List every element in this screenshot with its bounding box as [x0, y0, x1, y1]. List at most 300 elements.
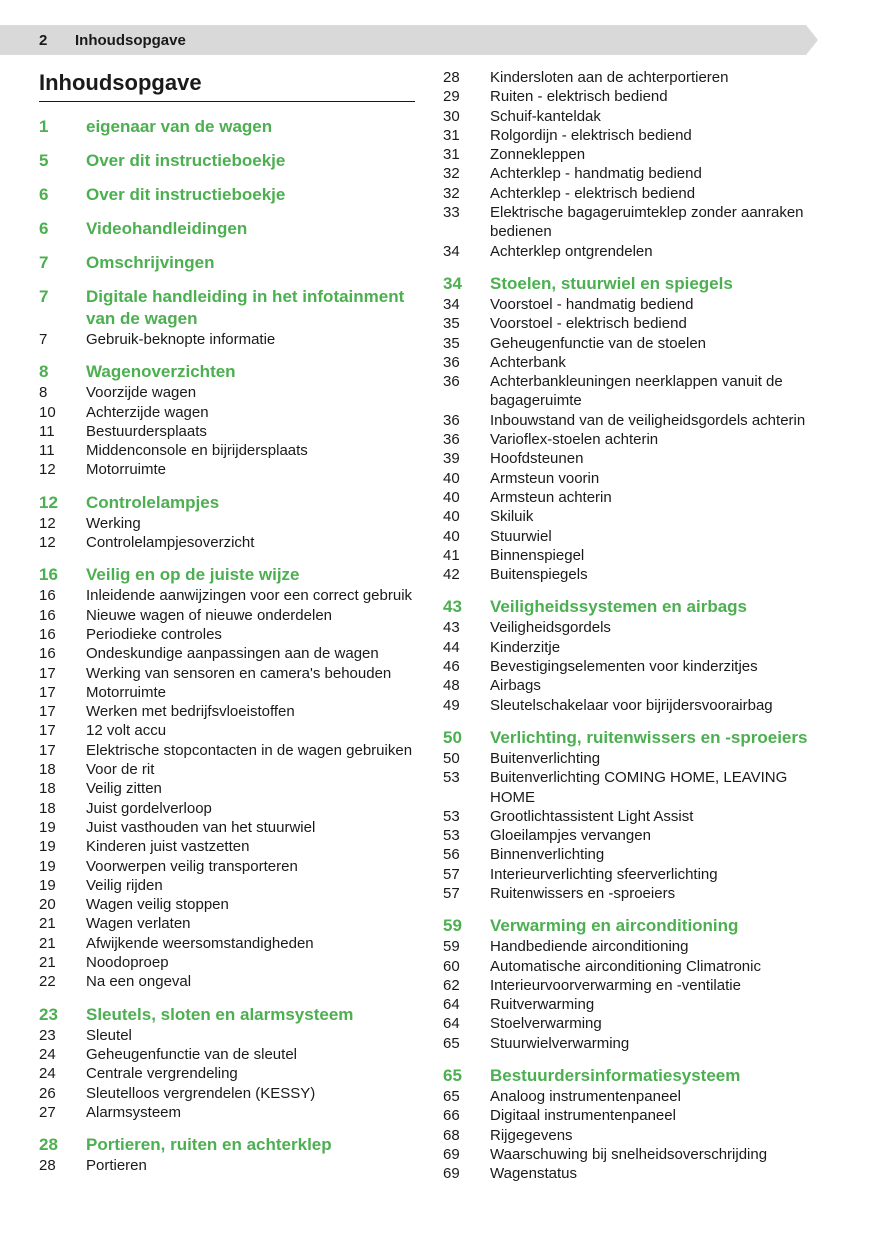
- toc-section-page: 43: [443, 597, 462, 617]
- toc-entry-page: 32: [443, 165, 460, 183]
- toc-section-page: 59: [443, 916, 462, 936]
- toc-entry[interactable]: [443, 1145, 815, 1164]
- toc-entry-page: 64: [443, 1015, 460, 1033]
- toc-entry-page: 21: [39, 954, 56, 972]
- toc-entry-page: 36: [443, 411, 460, 429]
- toc-entry[interactable]: [39, 383, 415, 402]
- toc-section-heading[interactable]: [443, 727, 815, 749]
- toc-entry-title: Armsteun achterin: [490, 488, 612, 506]
- toc-entry-title: Ondeskundige aanpassingen aan de wagen: [86, 645, 379, 663]
- toc-entry-page: 39: [443, 450, 460, 468]
- toc-entry[interactable]: [443, 865, 815, 884]
- toc-entry[interactable]: [443, 1014, 815, 1033]
- toc-entry[interactable]: [39, 683, 415, 702]
- toc-entry-page: 11: [39, 442, 55, 460]
- toc-entry[interactable]: [443, 411, 815, 430]
- toc-entry-title: Sleutelloos vergrendelen (KESSY): [86, 1084, 316, 1102]
- toc-entry[interactable]: [443, 546, 815, 565]
- toc-section-title: Stoelen, stuurwiel en spiegels: [490, 273, 733, 293]
- toc-section-page: 12: [39, 492, 58, 512]
- toc-entry-title: Achterbankleuningen neerklappen vanuit de bagageruimte: [490, 373, 783, 410]
- toc-section-title: Portieren, ruiten en achterklep: [86, 1135, 332, 1155]
- toc-entry-title: Controlelampjesoverzicht: [86, 534, 255, 552]
- page-number: 2: [39, 32, 48, 49]
- toc-entry-page: 31: [443, 126, 460, 144]
- toc-entry-page: 8: [39, 384, 48, 402]
- toc-entry-title: Rolgordijn - elektrisch bediend: [490, 126, 692, 144]
- toc-entry-page: 57: [443, 884, 460, 902]
- right-sections: [443, 273, 815, 1184]
- toc-entry[interactable]: [39, 741, 415, 760]
- toc-entry[interactable]: [39, 586, 415, 605]
- toc-entry[interactable]: [39, 934, 415, 953]
- toc-entry-page: 16: [39, 606, 56, 624]
- toc-entry-page: 12: [39, 461, 56, 479]
- toc-entry[interactable]: [39, 625, 415, 644]
- toc-entry[interactable]: [39, 702, 415, 721]
- toc-entry-page: 36: [443, 353, 460, 371]
- toc-section-page: 65: [443, 1066, 462, 1086]
- toc-entry[interactable]: [39, 514, 415, 533]
- toc-entry-page: 24: [39, 1045, 56, 1063]
- toc-entry-title: Geheugenfunctie van de sleutel: [86, 1045, 297, 1063]
- toc-entry-page: 32: [443, 184, 460, 202]
- toc-entry-title: Geheugenfunctie van de stoelen: [490, 334, 706, 352]
- toc-entry-title: Veilig rijden: [86, 876, 163, 894]
- toc-entry[interactable]: [443, 768, 815, 807]
- toc-section: [39, 116, 415, 138]
- toc-entry-title: Elektrische bagageruimteklep zonder aanraken bedienen: [490, 204, 804, 241]
- toc-left-column: [39, 68, 415, 1175]
- toc-section: [39, 184, 415, 206]
- toc-entry-page: 27: [39, 1103, 56, 1121]
- toc-entry-page: 53: [443, 807, 460, 825]
- toc-section-title: Veiligheidssystemen en airbags: [490, 597, 748, 617]
- toc-entry-page: 69: [443, 1145, 460, 1163]
- toc-section-heading[interactable]: [39, 252, 415, 274]
- toc-entry-page: 7: [39, 331, 48, 348]
- toc-entry[interactable]: [39, 330, 415, 349]
- toc-section-title: Videohandleidingen: [86, 219, 248, 238]
- toc-entry-title: Veiligheidsgordels: [490, 619, 611, 637]
- toc-entry-title: Varioflex-stoelen achterin: [490, 431, 659, 449]
- toc-entry-title: Inbouwstand van de veiligheidsgordels achterin: [490, 411, 806, 429]
- toc-section: [39, 252, 415, 274]
- toc-entry[interactable]: [39, 895, 415, 914]
- toc-section-page: 28: [39, 1135, 58, 1155]
- toc-entry-page: 36: [443, 431, 460, 449]
- toc-section-page: 23: [39, 1004, 58, 1024]
- toc-section: [443, 915, 815, 1053]
- toc-entry-page: 30: [443, 107, 460, 125]
- toc-section-page: 6: [39, 219, 49, 238]
- toc-section: [443, 1065, 815, 1183]
- toc-section-heading[interactable]: [39, 1004, 415, 1026]
- toc-entry[interactable]: [39, 760, 415, 779]
- toc-entry-page: 65: [443, 1088, 460, 1106]
- toc-entry-page: 40: [443, 508, 460, 526]
- toc-entry-page: 64: [443, 996, 460, 1014]
- toc-entry[interactable]: [443, 242, 815, 261]
- toc-section: [39, 218, 415, 240]
- toc-entry-title: Nieuwe wagen of nieuwe onderdelen: [86, 606, 333, 624]
- toc-entry-page: 16: [39, 645, 56, 663]
- toc-section-heading[interactable]: [443, 273, 815, 295]
- toc-section-title: Over dit instructieboekje: [86, 185, 286, 204]
- toc-entry-page: 59: [443, 938, 460, 956]
- toc-section: [443, 727, 815, 903]
- toc-entry-page: 68: [443, 1126, 460, 1144]
- toc-entry-title: Armsteun voorin: [490, 469, 600, 487]
- toc-entry[interactable]: [443, 507, 815, 526]
- toc-entry[interactable]: [39, 460, 415, 479]
- toc-entry-page: 53: [443, 827, 460, 845]
- toc-entry-page: 17: [39, 683, 56, 701]
- toc-entry[interactable]: [443, 638, 815, 657]
- toc-entry[interactable]: [39, 606, 415, 625]
- toc-right-column: [443, 68, 815, 1184]
- toc-section-title: Omschrijvingen: [86, 253, 215, 272]
- toc-entry-title: Buitenspiegels: [490, 566, 588, 584]
- toc-section: [39, 361, 415, 479]
- toc-entry-title: Centrale vergrendeling: [86, 1065, 238, 1083]
- toc-entry[interactable]: [39, 1103, 415, 1122]
- toc-entry[interactable]: [443, 68, 815, 87]
- toc-entry[interactable]: [443, 184, 815, 203]
- toc-entry-title: Na een ongeval: [86, 973, 192, 991]
- toc-entry-title: Stuurwiel: [490, 527, 552, 545]
- toc-entry[interactable]: [443, 372, 815, 411]
- toc-entry-title: Achterzijde wagen: [86, 403, 209, 421]
- toc-entry-page: 20: [39, 896, 56, 914]
- toc-entry-title: Bevestigingselementen voor kinderzitjes: [490, 658, 758, 676]
- toc-section-heading[interactable]: [39, 1134, 415, 1156]
- toc-entry-title: Waarschuwing bij snelheidsoverschrijding: [490, 1145, 768, 1163]
- toc-entry[interactable]: [39, 857, 415, 876]
- toc-entry[interactable]: [443, 353, 815, 372]
- toc-section-heading[interactable]: [39, 218, 415, 240]
- toc-entry-page: 56: [443, 846, 460, 864]
- toc-entry[interactable]: [443, 696, 815, 715]
- toc-section-heading[interactable]: [39, 564, 415, 586]
- header-title: Inhoudsopgave: [75, 32, 186, 49]
- toc-entry-title: Juist gordelverloop: [86, 799, 212, 817]
- toc-entry-title: Veilig zitten: [86, 780, 162, 798]
- toc-entry[interactable]: [443, 295, 815, 314]
- toc-entry[interactable]: [443, 995, 815, 1014]
- toc-entry-page: 65: [443, 1034, 460, 1052]
- toc-entry-page: 34: [443, 295, 460, 313]
- toc-entry-page: 40: [443, 469, 460, 487]
- toc-section: [39, 564, 415, 991]
- toc-section-page: 8: [39, 362, 49, 382]
- right-top-entries: [443, 68, 815, 261]
- toc-entry[interactable]: [443, 314, 815, 333]
- toc-section-heading[interactable]: [39, 492, 415, 514]
- toc-entry-title: Elektrische stopcontacten in de wagen gebruiken: [86, 741, 413, 759]
- toc-entry-page: 31: [443, 146, 460, 164]
- toc-section-title: Digitale handleiding in het infotainment van de wagen: [86, 287, 405, 328]
- toc-entry-title: Ruitverwarming: [490, 996, 595, 1014]
- toc-section: [39, 492, 415, 553]
- toc-entry[interactable]: [443, 1164, 815, 1183]
- toc-entry-page: 49: [443, 696, 460, 714]
- toc-entry-page: 34: [443, 242, 460, 260]
- toc-entry-title: Noodoproep: [86, 954, 169, 972]
- toc-entry-title: Stoelverwarming: [490, 1015, 602, 1033]
- toc-entry-page: 28: [443, 69, 460, 86]
- toc-section-page: 7: [39, 253, 49, 272]
- toc-section-page: 34: [443, 273, 462, 293]
- toc-section-page: 5: [39, 151, 49, 170]
- toc-entry-page: 18: [39, 799, 56, 817]
- toc-entry[interactable]: [39, 779, 415, 798]
- toc-section-title: Sleutels, sloten en alarmsysteem: [86, 1004, 354, 1024]
- toc-section-page: 1: [39, 117, 49, 136]
- toc-entry-title: Binnenspiegel: [490, 546, 585, 564]
- toc-section-title: Wagenoverzichten: [86, 362, 236, 382]
- toc-entry[interactable]: [443, 826, 815, 845]
- toc-entry-page: 17: [39, 741, 56, 759]
- toc-entry-title: Kinderen juist vastzetten: [86, 838, 250, 856]
- toc-entry[interactable]: [443, 957, 815, 976]
- toc-entry[interactable]: [443, 884, 815, 903]
- toc-entry-page: 11: [39, 422, 55, 440]
- toc-entry[interactable]: [443, 488, 815, 507]
- toc-section-page: 7: [39, 287, 49, 306]
- toc-entry-title: Gebruik-beknopte informatie: [86, 331, 276, 348]
- toc-entry-title: Wagen verlaten: [86, 915, 191, 933]
- toc-entry[interactable]: [39, 533, 415, 552]
- toc-entry-title: Periodieke controles: [86, 625, 222, 643]
- toc-entry[interactable]: [39, 441, 415, 460]
- toc-entry-title: Kinderzitje: [490, 638, 561, 656]
- toc-entry-page: 46: [443, 658, 460, 676]
- toc-entry[interactable]: [443, 164, 815, 183]
- toc-entry-title: Achterklep - elektrisch bediend: [490, 184, 696, 202]
- toc-entry-page: 36: [443, 373, 460, 391]
- toc-entry[interactable]: [443, 203, 815, 242]
- toc-entry-title: Voorwerpen veilig transporteren: [86, 857, 298, 875]
- toc-entry-title: Sleutelschakelaar voor bijrijdersvoorairbag: [490, 696, 773, 714]
- toc-entry-page: 35: [443, 334, 460, 352]
- toc-entry-title: Motorruimte: [86, 683, 167, 701]
- toc-entry[interactable]: [39, 422, 415, 441]
- toc-entry[interactable]: [39, 818, 415, 837]
- toc-entry[interactable]: [39, 1045, 415, 1064]
- toc-section: [39, 1004, 415, 1122]
- toc-section-heading[interactable]: [39, 150, 415, 172]
- toc-entry-title: Achterbank: [490, 353, 566, 371]
- toc-entry-title: Interieurverlichting sfeerverlichting: [490, 865, 718, 883]
- toc-section-heading[interactable]: [39, 361, 415, 383]
- toc-entry[interactable]: [443, 1106, 815, 1125]
- toc-entry-page: 16: [39, 587, 56, 605]
- toc-entry-title: Ruitenwissers en -sproeiers: [490, 884, 676, 902]
- toc-entry[interactable]: [39, 1156, 415, 1175]
- toc-entry-title: Werking van sensoren en camera's behouden: [86, 664, 392, 682]
- toc-entry[interactable]: [443, 807, 815, 826]
- toc-entry[interactable]: [443, 87, 815, 106]
- toc-entry[interactable]: [443, 1034, 815, 1053]
- toc-entry-page: 19: [39, 876, 56, 894]
- toc-section: [39, 1134, 415, 1175]
- toc-section-title: Veilig en op de juiste wijze: [86, 565, 300, 585]
- toc-entry-title: Zonnekleppen: [490, 146, 586, 164]
- toc-entry-title: Interieurvoorverwarming en -ventilatie: [490, 976, 741, 994]
- toc-entry[interactable]: [39, 799, 415, 818]
- toc-entry-page: 28: [39, 1157, 56, 1175]
- toc-entry-page: 17: [39, 703, 56, 721]
- toc-entry-title: Digitaal instrumentenpaneel: [490, 1107, 676, 1125]
- toc-section-title: Verlichting, ruitenwissers en -sproeiers: [490, 727, 808, 747]
- toc-entry-title: Voor de rit: [86, 761, 155, 779]
- toc-entry[interactable]: [443, 449, 815, 468]
- toc-section-title: Bestuurdersinformatiesysteem: [490, 1066, 741, 1086]
- toc-entry[interactable]: [39, 953, 415, 972]
- toc-entry-title: Portieren: [86, 1157, 147, 1175]
- toc-entry[interactable]: [39, 876, 415, 895]
- toc-entry-page: 19: [39, 818, 56, 836]
- toc-entry-title: Automatische airconditioning Climatronic: [490, 957, 761, 975]
- toc-entry-title: Alarmsysteem: [86, 1103, 182, 1121]
- toc-entry[interactable]: [443, 976, 815, 995]
- toc-section-page: 6: [39, 185, 49, 204]
- toc-entry-title: Grootlichtassistent Light Assist: [490, 807, 694, 825]
- toc-entry[interactable]: [39, 1084, 415, 1103]
- toc-entry-title: 12 volt accu: [86, 722, 167, 740]
- toc-entry[interactable]: [443, 1087, 815, 1106]
- toc-entry[interactable]: [39, 914, 415, 933]
- toc-entry-page: 18: [39, 780, 56, 798]
- toc-entry[interactable]: [443, 126, 815, 145]
- toc-entry-page: 18: [39, 761, 56, 779]
- toc-entry-page: 24: [39, 1065, 56, 1083]
- toc-entry-title: Handbediende airconditioning: [490, 938, 689, 956]
- toc-entry[interactable]: [443, 334, 815, 353]
- toc-entry[interactable]: [39, 721, 415, 740]
- toc-entry-page: 48: [443, 677, 460, 695]
- toc-entry[interactable]: [443, 469, 815, 488]
- toc-entry[interactable]: [443, 749, 815, 768]
- toc-entry-title: Voorzijde wagen: [86, 384, 197, 402]
- toc-section: [443, 596, 815, 714]
- toc-entry[interactable]: [39, 1026, 415, 1045]
- toc-section-title: Over dit instructieboekje: [86, 151, 286, 170]
- toc-entry[interactable]: [39, 972, 415, 991]
- toc-entry-page: 35: [443, 315, 460, 333]
- toc-entry[interactable]: [443, 937, 815, 956]
- toc-entry-page: 69: [443, 1165, 460, 1183]
- toc-entry-page: 33: [443, 204, 460, 222]
- toc-entry-title: Middenconsole en bijrijdersplaats: [86, 442, 308, 460]
- toc-entry-title: Bestuurdersplaats: [86, 422, 207, 440]
- toc-entry-title: Hoofdsteunen: [490, 450, 584, 468]
- toc-entry-title: Rijgegevens: [490, 1126, 573, 1144]
- toc-entry-page: 62: [443, 976, 460, 994]
- toc-entry-page: 12: [39, 534, 56, 552]
- toc-section-page: 16: [39, 565, 58, 585]
- toc-entry-page: 26: [39, 1084, 56, 1102]
- toc-entry-page: 43: [443, 619, 460, 637]
- toc-entry-title: Sleutel: [86, 1026, 132, 1044]
- toc-entry-page: 21: [39, 934, 56, 952]
- toc-entry-title: Analoog instrumentenpaneel: [490, 1088, 681, 1106]
- toc-entry-title: Achterklep - handmatig bediend: [490, 165, 702, 183]
- toc-entry-title: Skiluik: [490, 508, 534, 526]
- toc-entry[interactable]: [443, 676, 815, 695]
- toc-entry-page: 19: [39, 838, 56, 856]
- toc-entry-title: Voorstoel - elektrisch bediend: [490, 315, 687, 333]
- toc-section-heading[interactable]: [443, 915, 815, 937]
- toc-entry-page: 57: [443, 865, 460, 883]
- toc-entry-page: 60: [443, 957, 460, 975]
- toc-entry-title: Werking: [86, 514, 141, 532]
- toc-section-heading[interactable]: [443, 1065, 815, 1087]
- toc-entry-title: Buitenverlichting: [490, 749, 601, 767]
- toc-entry-title: Voorstoel - handmatig bediend: [490, 295, 694, 313]
- toc-section-heading[interactable]: [443, 596, 815, 618]
- toc-entry[interactable]: [443, 657, 815, 676]
- toc-section-page: 50: [443, 727, 462, 747]
- toc-entry[interactable]: [443, 565, 815, 584]
- toc-entry-page: 17: [39, 722, 56, 740]
- toc-section-title: Controlelampjes: [86, 492, 220, 512]
- toc-entry[interactable]: [443, 1126, 815, 1145]
- toc-entry-page: 19: [39, 857, 56, 875]
- toc-entry-title: Ruiten - elektrisch bediend: [490, 88, 668, 106]
- toc-entry-page: 22: [39, 973, 56, 991]
- page-header: [0, 25, 818, 55]
- toc-entry-page: 66: [443, 1107, 460, 1125]
- toc-entry[interactable]: [39, 1064, 415, 1083]
- toc-entry-title: Inleidende aanwijzingen voor een correct gebruik: [86, 587, 413, 605]
- toc-entry-title: Afwijkende weersomstandigheden: [86, 934, 314, 952]
- toc-entry-page: 50: [443, 749, 460, 767]
- toc-entry-title: Binnenverlichting: [490, 846, 605, 864]
- toc-entry[interactable]: [443, 527, 815, 546]
- toc-entry[interactable]: [39, 403, 415, 422]
- toc-entry[interactable]: [39, 644, 415, 663]
- toc-entry-title: Kindersloten aan de achterportieren: [490, 69, 729, 86]
- toc-entry[interactable]: [443, 145, 815, 164]
- toc-entry-title: Wagen veilig stoppen: [86, 896, 229, 914]
- toc-entry-page: 42: [443, 566, 460, 584]
- toc-title: Inhoudsopgave: [39, 68, 415, 102]
- toc-entry[interactable]: [443, 845, 815, 864]
- toc-section-title: eigenaar van de wagen: [86, 117, 273, 136]
- toc-entry-page: 29: [443, 88, 460, 106]
- toc-section-heading[interactable]: [39, 184, 415, 206]
- toc-entry-title: Stuurwielverwarming: [490, 1034, 630, 1052]
- toc-entry-page: 12: [39, 514, 56, 532]
- toc-section-title: Verwarming en airconditioning: [490, 916, 739, 936]
- toc-entry-page: 40: [443, 527, 460, 545]
- toc-entry-page: 23: [39, 1026, 56, 1044]
- toc-section-heading[interactable]: [39, 286, 415, 330]
- toc-entry[interactable]: [39, 837, 415, 856]
- toc-section: [39, 150, 415, 172]
- toc-entry[interactable]: [443, 618, 815, 637]
- toc-entry[interactable]: [443, 430, 815, 449]
- toc-section-heading[interactable]: [39, 116, 415, 138]
- toc-entry-title: Schuif-kanteldak: [490, 107, 601, 125]
- toc-entry-page: 53: [443, 769, 460, 787]
- toc-entry[interactable]: [39, 664, 415, 683]
- toc-entry[interactable]: [443, 107, 815, 126]
- toc-section: [39, 286, 415, 349]
- toc-entry-title: Juist vasthouden van het stuurwiel: [86, 818, 316, 836]
